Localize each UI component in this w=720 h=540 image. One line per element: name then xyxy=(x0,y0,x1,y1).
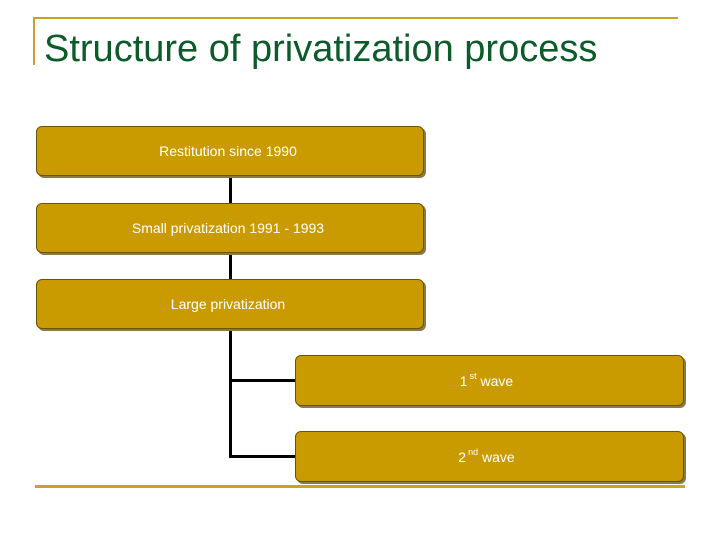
bottom-rule xyxy=(35,485,685,488)
node-restitution xyxy=(36,126,424,176)
connector-to-wave1 xyxy=(229,379,296,382)
connector-large-trunk xyxy=(229,328,232,457)
node-first-wave-label: 1 $^{st}$ wave xyxy=(459,370,514,389)
node-large-privatization xyxy=(36,279,424,329)
node-restitution-label: Restitution since 1990 xyxy=(159,143,297,159)
node-second-wave-label: 2 $^{nd}$ wave xyxy=(458,446,515,465)
title-frame-left-border xyxy=(33,17,35,65)
node-second-wave xyxy=(295,431,684,482)
connector-to-wave2 xyxy=(229,455,296,458)
node-first-wave xyxy=(295,355,684,406)
connector-restitution-small xyxy=(229,176,232,203)
node-small-privatization-label: Small privatization 1991 - 1993 xyxy=(131,220,325,236)
title-frame-top-border xyxy=(33,17,678,19)
connector-small-large xyxy=(229,252,232,279)
node-large-privatization-label: Large privatization xyxy=(170,296,286,312)
slide-title: Structure of privatization process xyxy=(44,28,598,70)
node-small-privatization xyxy=(36,203,424,253)
